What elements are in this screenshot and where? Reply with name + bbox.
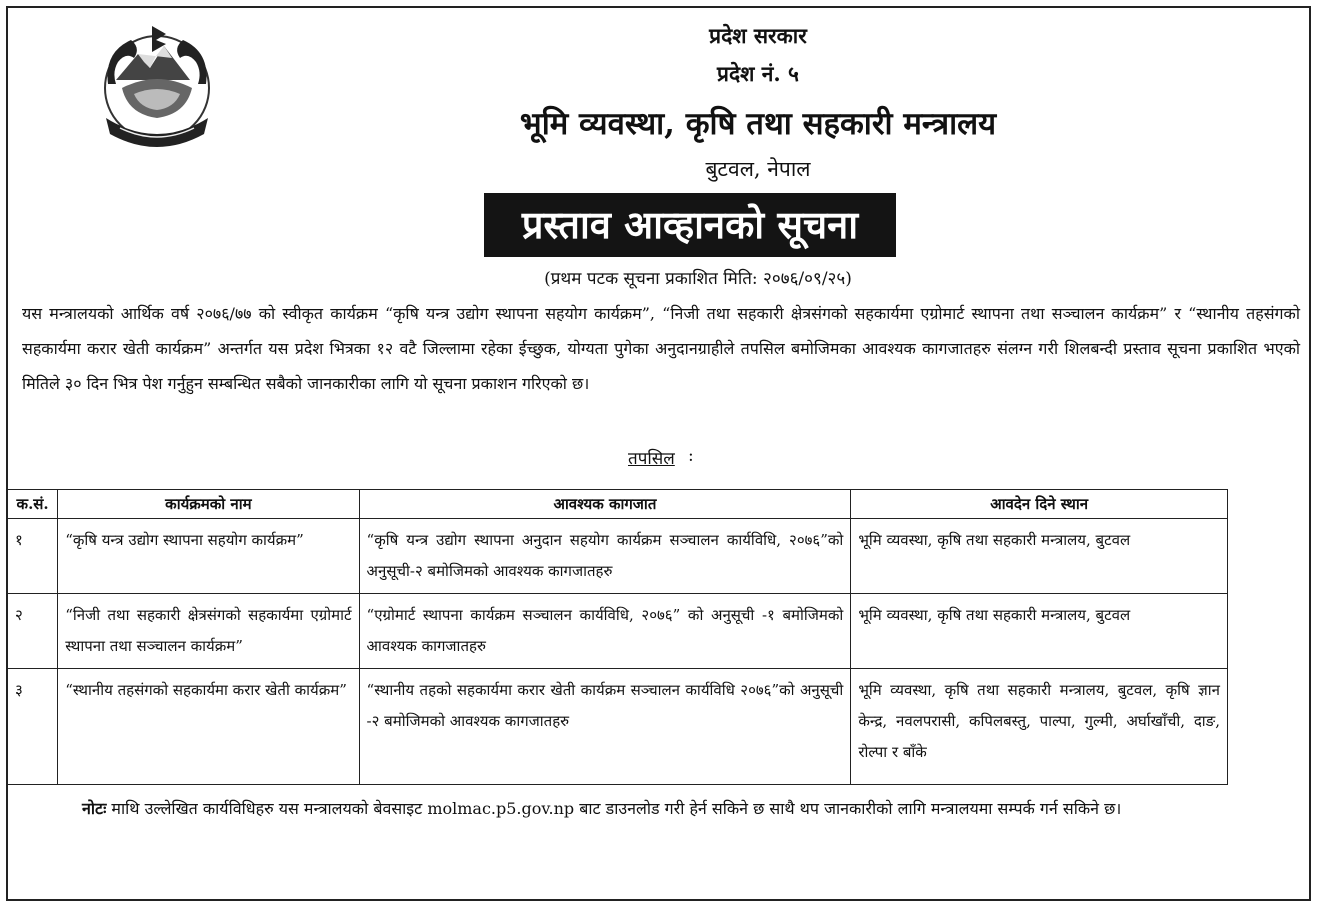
table-row <box>8 669 1228 785</box>
schedule-heading: तपसिल <box>628 449 675 469</box>
note-text: माथि उल्लेखित कार्यविधिहरु यस मन्त्रालयको बेवसाइट molmac.p5.gov.np बाट डाउनलोड गरी हेर्न सकिने छ साथै थप जानकारीको लागि मन्त्रालयमा सम्पर्क गर्न सकिने छ। <box>111 799 1122 818</box>
schedule-heading-colon: : <box>688 446 694 466</box>
table-row <box>8 594 1228 669</box>
ministry-location: बुटवल, नेपाल <box>705 157 811 181</box>
ministry-name: भूमि व्यवस्था, कृषि तथा सहकारी मन्त्रालय <box>519 106 997 142</box>
row-place: भूमि व्यवस्था, कृषि तथा सहकारी मन्त्रालय, बुटवल <box>851 519 1228 594</box>
note-label: नोटः <box>82 799 107 818</box>
row-sn: ३ <box>8 669 58 785</box>
column-header-program: कार्यक्रमको नाम <box>58 490 359 519</box>
row-documents: “कृषि यन्त्र उद्योग स्थापना अनुदान सहयोग कार्यक्रम सञ्चालन कार्यविधि, २०७६”को अनुसूची-२ बमोजिमको आवश्यक कागजातहरु <box>359 519 851 594</box>
column-header-documents: आवश्यक कागजात <box>359 490 851 519</box>
row-documents: “स्थानीय तहको सहकार्यमा करार खेती कार्यक्रम सञ्चालन कार्यविधि २०७६”को अनुसूची -२ बमोजिमको आवश्यक कागजातहरु <box>359 669 851 785</box>
row-place: भूमि व्यवस्था, कृषि तथा सहकारी मन्त्रालय, बुटवल, कृषि ज्ञान केन्द्र, नवलपरासी, कपिलबस्तु, पाल्पा, गुल्मी, अर्घाखाँची, दाङ, रोल्पा र बाँके <box>851 669 1228 785</box>
row-documents: “एग्रोमार्ट स्थापना कार्यक्रम सञ्चालन कार्यविधि, २०७६” को अनुसूची -१ बमोजिमको आवश्यक कागजातहरु <box>359 594 851 669</box>
row-sn: १ <box>8 519 58 594</box>
intro-paragraph: यस मन्त्रालयको आर्थिक वर्ष २०७६/७७ को स्वीकृत कार्यक्रम “कृषि यन्त्र उद्योग स्थापना सहयोग कार्यक्रम”, “निजी तथा सहकारी क्षेत्रसंगको सहकार्यमा एग्रोमार्ट स्थापना तथा सञ्चालन कार्यक्रम” र “स्थानीय तहसंगको सहकार्यमा करार खेती कार्यक्रम” अन्तर्गत यस प्रदेश भित्रका १२ वटै जिल्लामा रहेका ईच्छुक, योग्यता पुगेका अनुदानग्राहीले तपसिल बमोजिमका आवश्यक कागजातहरु संलग्न गरी शिलबन्दी प्रस्ताव सूचना प्रकाशित भएको मितिले ३० दिन भित्र पेश गर्नुहुन सम्बन्धित सबैको जानकारीका लागि यो सूचना प्रकाशन गरिएको छ। <box>22 304 1300 393</box>
table-header-row <box>8 490 1228 519</box>
column-header-place: आवदेन दिने स्थान <box>851 490 1228 519</box>
schedule-table <box>7 489 1228 785</box>
government-title: प्रदेश सरकार <box>709 23 807 48</box>
column-header-sn: क.सं. <box>8 490 58 519</box>
row-program: “कृषि यन्त्र उद्योग स्थापना सहयोग कार्यक्रम” <box>58 519 359 594</box>
publish-date: (प्रथम पटक सूचना प्रकाशित मिति: २०७६/०९/२५) <box>544 269 852 289</box>
row-place: भूमि व्यवस्था, कृषि तथा सहकारी मन्त्रालय, बुटवल <box>851 594 1228 669</box>
notice-title: प्रस्ताव आव्हानको सूचना <box>484 193 896 257</box>
row-program: “स्थानीय तहसंगको सहकार्यमा करार खेती कार्यक्रम” <box>58 669 359 785</box>
row-sn: २ <box>8 594 58 669</box>
footer-note <box>82 790 1298 828</box>
row-program: “निजी तथा सहकारी क्षेत्रसंगको सहकार्यमा एग्रोमार्ट स्थापना तथा सञ्चालन कार्यक्रम” <box>58 594 359 669</box>
table-row <box>8 519 1228 594</box>
province-number: प्रदेश नं. ५ <box>717 61 799 86</box>
